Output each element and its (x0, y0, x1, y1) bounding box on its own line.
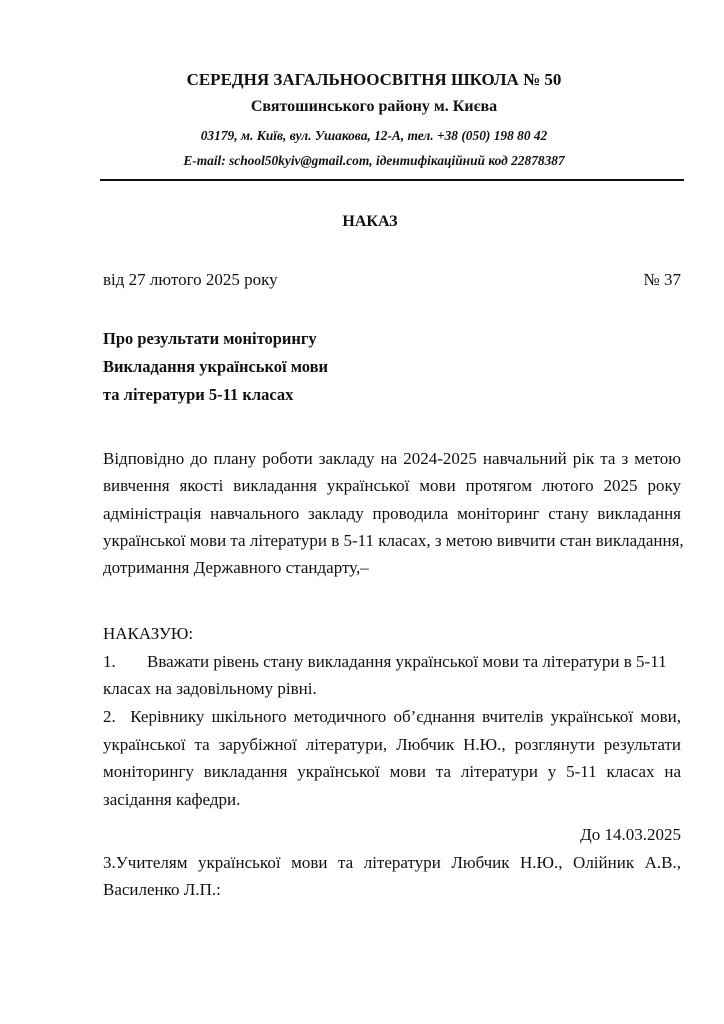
directive-heading: НАКАЗУЮ: (103, 624, 194, 643)
preamble-line-3: адміністрація навчального закладу проводила моніторинг стану викладання (103, 504, 681, 523)
school-contacts: E-mail: school50kyiv@gmail.com, ідентифікаційний код 22878387 (183, 153, 565, 168)
preamble-line-2: вивчення якості викладання української мови протягом лютого 2025 року (103, 476, 681, 495)
directive-item-2 (103, 708, 681, 725)
directive-item-1 (103, 653, 667, 670)
school-address: 03179, м. Київ, вул. Ушакова, 12-А, тел. +38 (050) 198 80 42 (200, 128, 548, 143)
order-date: від 27 лютого 2025 року (103, 270, 278, 289)
directive-item-1-cont: класах на задовільному рівні. (103, 679, 317, 698)
directive-item-2-line-4: засідання кафедри. (103, 790, 241, 809)
preamble-line-4: української мови та літератури в 5-11 класах, з метою вивчити стан викладання, (103, 531, 684, 550)
directive-item-3-line-2: Василенко Л.П.: (103, 880, 221, 899)
letterhead-divider (100, 179, 684, 181)
order-title: НАКАЗ (342, 213, 398, 230)
item-number: 1. (103, 652, 116, 671)
school-district: Святошинського району м. Києва (250, 98, 498, 115)
school-name: СЕРЕДНЯ ЗАГАЛЬНООСВІТНЯ ШКОЛА № 50 (186, 70, 562, 89)
order-number: № 37 (643, 270, 681, 289)
item-number: 2. (103, 707, 116, 726)
item-text: Учителям української мови та літератури Любчик Н.Ю., Олійник А.В., (115, 853, 681, 872)
preamble-line-1: Відповідно до плану роботи закладу на 2024-2025 навчальний рік та з метою (103, 449, 681, 468)
directive-item-3 (103, 854, 681, 871)
preamble-line-5: дотримання Державного стандарту,– (103, 558, 369, 577)
item-text: Вважати рівень стану викладання української мови та літератури в 5-11 (147, 652, 667, 671)
directive-item-2-line-2: української та зарубіжної літератури, Любчик Н.Ю., розглянути результати (103, 735, 681, 754)
directive-item-2-line-3: моніторингу викладання української мови та літератури у 5-11 класах на (103, 762, 681, 781)
subject-line-3: та літератури 5-11 класах (103, 385, 294, 404)
subject-line-2: Викладання української мови (103, 357, 329, 376)
item-number: 3. (103, 853, 116, 872)
directive-item-2-deadline: До 14.03.2025 (580, 825, 681, 844)
subject-line-1: Про результати моніторингу (103, 329, 317, 348)
item-text: Керівнику шкільного методичного об’єднання вчителів української мови, (130, 707, 681, 726)
